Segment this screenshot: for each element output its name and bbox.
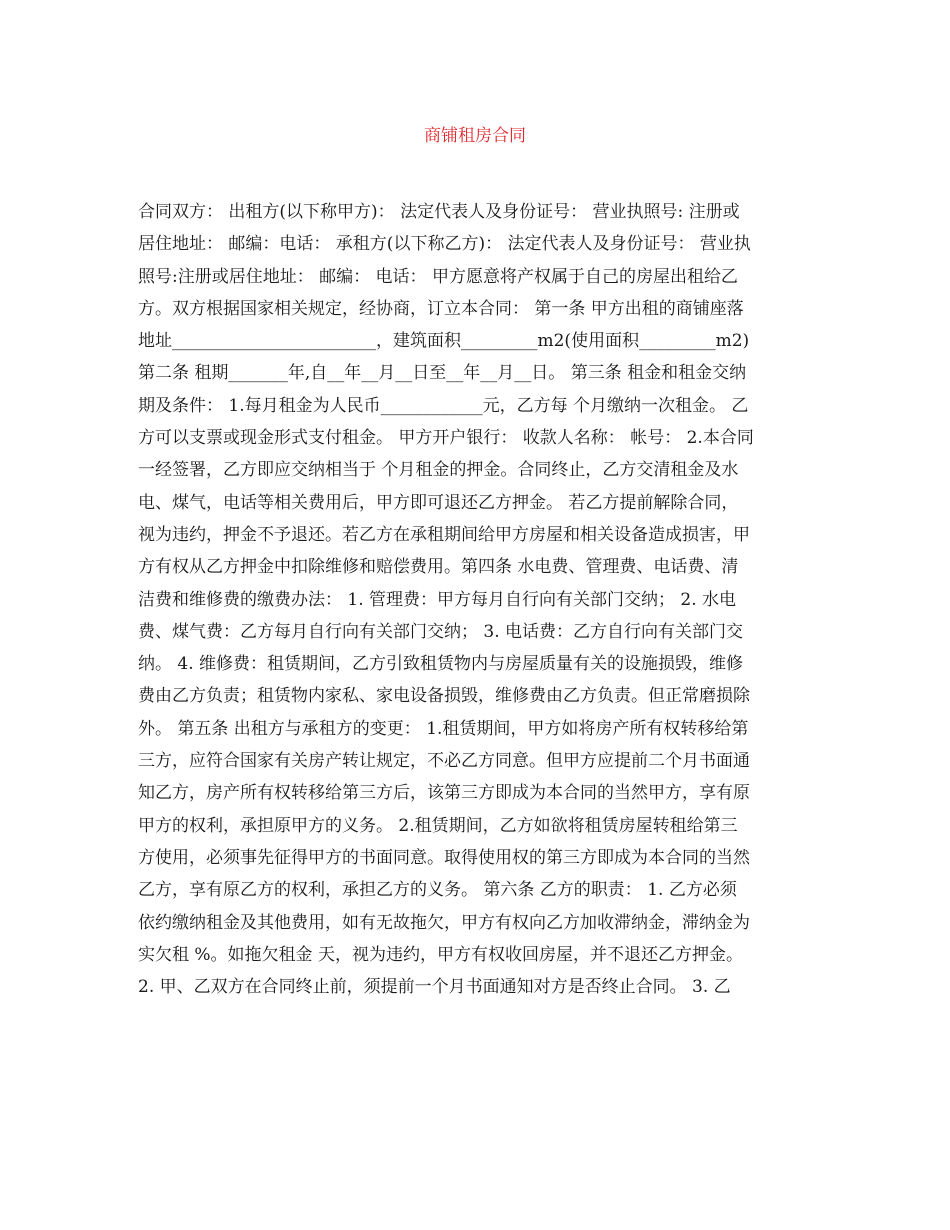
body-line: 三方，应符合国家有关房产转让规定，不必乙方同意。但甲方应提前二个月书面通: [138, 751, 750, 772]
body-line: 知乙方，房产所有权转移给第三方后，该第三方即成为本合同的当然甲方，享有原: [138, 783, 750, 804]
body-line: 甲方的权利，承担原甲方的义务。 2.租赁期间，乙方如欲将租赁房屋转租给第三: [138, 815, 738, 836]
body-line: 电、煤气，电话等相关费用后，甲方即可退还乙方押金。 若乙方提前解除合同，: [138, 492, 739, 513]
body-line: 一经签署，乙方即应交纳相当于 个月租金的押金。合同终止，乙方交清租金及水: [138, 460, 739, 481]
body-line: 外。 第五条 出租方与承租方的变更： 1.租赁期间，甲方如将房产所有权转移给第: [138, 718, 749, 739]
body-line: 合同双方： 出租方(以下称甲方)： 法定代表人及身份证号： 营业执照号: 注册或: [138, 202, 740, 222]
body-line: 费由乙方负责；租赁物内家私、家电设备损毁，维修费由乙方负责。但正常磨损除: [138, 686, 750, 707]
body-line: 洁费和维修费的缴费办法： 1. 管理费：甲方每月自行向有关部门交纳； 2. 水电: [138, 589, 737, 610]
body-line: 地址________________________，建筑面积_________m2(使用面积_________m2): [138, 331, 750, 352]
body-line: 方可以支票或现金形式支付租金。 甲方开户银行： 收款人名称： 帐号： 2.本合同: [138, 428, 754, 449]
body-line: 纳。 4. 维修费：租赁期间，乙方引致租赁物内与房屋质量有关的设施损毁，维修: [138, 654, 744, 675]
body-line: 费、煤气费：乙方每月自行向有关部门交纳； 3. 电话费：乙方自行向有关部门交: [138, 621, 744, 642]
body-line: 期及条件： 1.每月租金为人民币____________元，乙方每 个月缴纳一次租金。 乙: [138, 395, 749, 416]
body-line: 2. 甲、乙双方在合同终止前，须提前一个月书面通知对方是否终止合同。 3. 乙: [138, 977, 731, 998]
body-line: 方有权从乙方押金中扣除维修和赔偿费用。第四条 水电费、管理费、电话费、清: [138, 557, 739, 578]
document-title: 商铺租房合同: [424, 126, 526, 146]
body-line: 照号:注册或居住地址： 邮编： 电话： 甲方愿意将产权属于自己的房屋出租给乙: [138, 266, 738, 287]
body-line: 方使用，必须事先征得甲方的书面同意。取得使用权的第三方即成为本合同的当然: [138, 847, 750, 868]
body-line: 实欠租 %。如拖欠租金 天，视为违约，甲方有权收回房屋，并不退还乙方押金。: [138, 944, 743, 965]
contract-body: [138, 196, 813, 1003]
body-line: 第二条 租期_______年,自__年__月__日至__年__月__日。 第三条 租金和租金交纳: [138, 363, 747, 384]
body-line: 视为违约，押金不予退还。若乙方在承租期间给甲方房屋和相关设备造成损害，甲: [138, 524, 750, 545]
body-line: 乙方，享有原乙方的权利，承担乙方的义务。 第六条 乙方的职责： 1. 乙方必须: [138, 880, 737, 901]
body-line: 依约缴纳租金及其他费用，如有无故拖欠，甲方有权向乙方加收滞纳金，滞纳金为: [138, 912, 750, 933]
body-line: 居住地址： 邮编：电话： 承租方(以下称乙方)： 法定代表人及身份证号： 营业执: [138, 234, 751, 255]
body-line: 方。双方根据国家相关规定，经协商，订立本合同： 第一条 甲方出租的商铺座落: [138, 298, 744, 319]
